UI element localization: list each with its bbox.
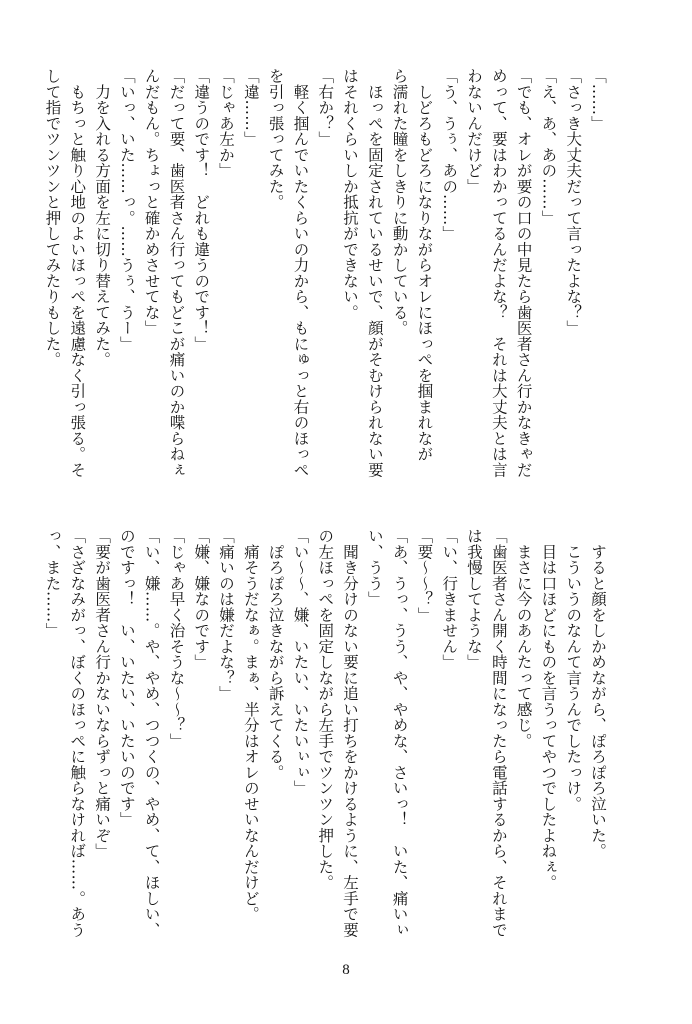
text-line: い、うう」 bbox=[365, 528, 384, 607]
text-line: 「痛いのは嫌だよな？」 bbox=[217, 528, 236, 702]
text-line: 「い、行きません」 bbox=[440, 528, 459, 670]
text-line: すると顔をしかめながら、ぽろぽろ泣いた。 bbox=[589, 528, 607, 859]
text-line: のですっ！ い、いたい、いたいのです」 bbox=[117, 528, 136, 828]
text-line: 力を入れる方面を左に切り替えてみた。 bbox=[93, 68, 112, 368]
text-line: ぽろぽろ泣きながら訴えてくる。 bbox=[266, 528, 285, 780]
text-line: は我慢してような」 bbox=[465, 528, 484, 670]
text-line: 目は口ほどにものを言うってやつでしたよねぇ。 bbox=[539, 528, 558, 891]
text-line: しどろもどろになりながらオレにほっぺを掴まれなが bbox=[415, 68, 434, 462]
text-line: 「違……」 bbox=[241, 68, 260, 147]
upper-text-block bbox=[43, 68, 610, 486]
text-line: 「右か？」 bbox=[316, 68, 335, 147]
text-line: はそれくらいしか抵抗ができない。 bbox=[341, 68, 360, 320]
text-line: 「歯医者さん開く時間になったら電話するから、それまで bbox=[489, 528, 508, 938]
text-line: 「じゃあ早く治そうな〜〜？」 bbox=[167, 528, 186, 749]
text-line: んだもん。ちょっと確かめさせてな」 bbox=[142, 68, 161, 336]
text-line: もちっと触り心地のよいほっぺを遠慮なく引っ張る。そ bbox=[68, 68, 87, 478]
text-line: 痛そうだなぁ。まぁ、半分はオレのせいなんだけど。 bbox=[241, 528, 260, 922]
text-line: 「じゃあ左か」 bbox=[217, 68, 236, 179]
text-line: 「……」 bbox=[589, 68, 607, 131]
text-line: 「さざなみがっ、ぼくのほっぺに触らなければ……。あう bbox=[68, 528, 87, 938]
text-line: 「あ、うっ、うう、や、やめな、さいっ！ いた、痛いぃ bbox=[390, 528, 409, 938]
text-line: を引っ張ってみた。 bbox=[266, 68, 285, 210]
text-line: ほっぺを固定されているせいで、顔がそむけられない要 bbox=[365, 68, 384, 478]
text-line: っ、また……」 bbox=[43, 528, 62, 639]
text-line: 「嫌、嫌なのです」 bbox=[192, 528, 211, 670]
text-line: こういうのなんて言うんでしたっけ。 bbox=[564, 528, 583, 812]
text-line: 「え、あ、あの……」 bbox=[539, 68, 558, 226]
text-line: 「さっき大丈夫だって言ったよな？」 bbox=[564, 68, 583, 336]
text-line: 軽く掴んでいたくらいの力から、もにゅっと右のほっぺ bbox=[291, 68, 310, 478]
text-line: 「要〜〜？」 bbox=[415, 528, 434, 623]
text-line: めって、要はわかってるんだよな？ それは大丈夫とは言 bbox=[489, 68, 508, 478]
text-line: 「い〜〜、嫌、いたい、いたいぃぃ」 bbox=[291, 528, 310, 796]
text-line: ら濡れた瞳をしきりに動かしている。 bbox=[390, 68, 409, 336]
text-line: の左ほっぺを固定しながら左手でツンツン押した。 bbox=[316, 528, 335, 891]
page-number: 8 bbox=[342, 962, 350, 978]
text-line: 「う、うぅ、あの……」 bbox=[440, 68, 459, 242]
text-line: 「い、嫌……。や、やめ、つつくの、やめ、て、ほしい、 bbox=[142, 528, 161, 938]
text-line: 「でも、オレが要の口の中見たら歯医者さん行かなきゃだ bbox=[514, 68, 533, 478]
text-line: 「違うのです！ どれも違うのです！」 bbox=[192, 68, 211, 352]
text-line: 「要が歯医者さん行かないならずっと痛いぞ」 bbox=[93, 528, 112, 859]
lower-text-block bbox=[43, 528, 610, 946]
text-line: 「いっ、いた……っ。……うぅ、うー」 bbox=[117, 68, 136, 352]
text-line: まさに今のあんたって感じ。 bbox=[514, 528, 533, 749]
text-line: 「だって要、歯医者さん行ってもどこが痛いのか喋らねぇ bbox=[167, 68, 186, 478]
text-line: 聞き分けのない要に追い打ちをかけるように、左手で要 bbox=[341, 528, 360, 938]
text-line: して指でツンツンと押してみたりもした。 bbox=[43, 68, 62, 368]
text-line: わないんだけど」 bbox=[465, 68, 484, 194]
